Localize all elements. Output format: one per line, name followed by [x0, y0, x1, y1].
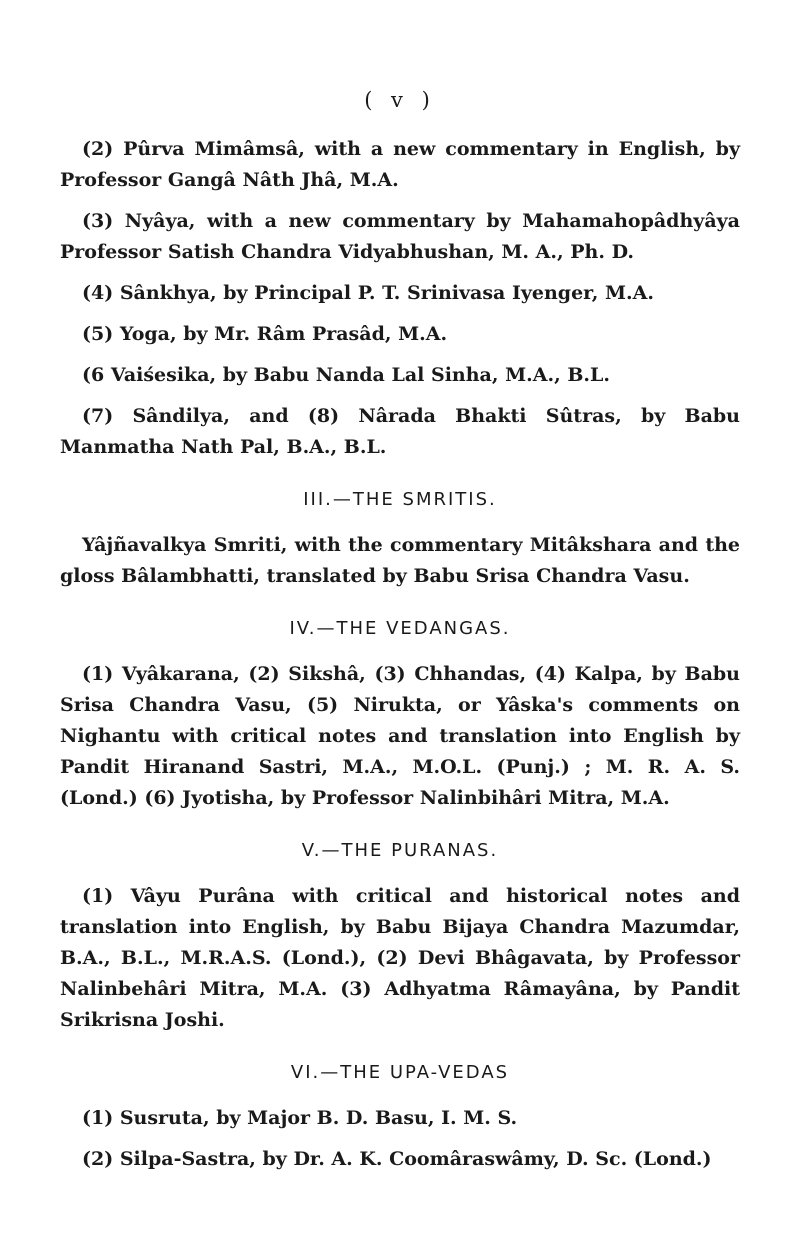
- entry-yajnavalkya: Yâjñavalkya Smriti, with the commentary Mitâkshara and the gloss Bâlambhatti, translated by Babu Srisa Chandra Vasu.: [60, 534, 740, 587]
- top-entries: [60, 134, 740, 463]
- entry-vayu-purana: (1) Vâyu Purâna with critical and historical notes and translation into English, by Babu Bijaya Chandra Mazumdar, B.A., B.L., M.R.A.S. (Lond.), (2) Devi Bhâgavata, by Professor Nalinbehâri Mitra, M.A. (3) Adhyatma Râmayâna, by Pandit Srikrisna Joshi.: [60, 885, 740, 1031]
- upavedas-entries: [60, 1103, 740, 1175]
- smritis-entries: [60, 530, 740, 592]
- entry-silpa-sastra: (2) Silpa-Sastra, by Dr. A. K. Coomâraswâmy, D. Sc. (Lond.): [82, 1148, 712, 1170]
- vedangas-entries: [60, 659, 740, 814]
- entry-sandilya: (7) Sândilya, and (8) Nârada Bhakti Sûtras, by Babu Manmatha Nath Pal, B.A., B.L.: [60, 405, 740, 458]
- entry-purva-mimamsa: (2) Pûrva Mimâmsâ, with a new commentary in English, by Professor Gangâ Nâth Jhâ, M.A.: [60, 138, 740, 191]
- entry-susruta: (1) Susruta, by Major B. D. Basu, I. M. S.: [82, 1107, 518, 1129]
- puranas-entries: [60, 881, 740, 1036]
- heading-vedangas: IV.—THE VEDANGAS.: [289, 618, 511, 639]
- heading-upavedas: VI.—THE UPA-VEDAS: [290, 1062, 510, 1083]
- entry-vaisesika: (6 Vaiśesika, by Babu Nanda Lal Sinha, M.A., B.L.: [82, 364, 610, 386]
- entry-yoga: (5) Yoga, by Mr. Râm Prasâd, M.A.: [82, 323, 448, 345]
- page-number: ( v ): [364, 88, 436, 112]
- entry-vyakarana: (1) Vyâkarana, (2) Sikshâ, (3) Chhandas, (4) Kalpa, by Babu Srisa Chandra Vasu, (5) Nirukta, or Yâska's comments on Nighantu with critical notes and translation into English by Pandit Hiranand Sastri, M.A., M.O.L. (Punj.) ; M. R. A. S. (Lond.) (6) Jyotisha, by Professor Nalinbihâri Mitra, M.A.: [60, 663, 740, 809]
- heading-puranas: V.—THE PURANAS.: [301, 840, 499, 861]
- document-page: [60, 88, 740, 1185]
- entry-sankhya: (4) Sânkhya, by Principal P. T. Srinivasa Iyenger, M.A.: [82, 282, 655, 304]
- entry-nyaya: (3) Nyâya, with a new commentary by Mahamahopâdhyâya Professor Satish Chandra Vidyabhushan, M. A., Ph. D.: [60, 210, 740, 263]
- heading-smritis: III.—THE SMRITIS.: [303, 489, 497, 510]
